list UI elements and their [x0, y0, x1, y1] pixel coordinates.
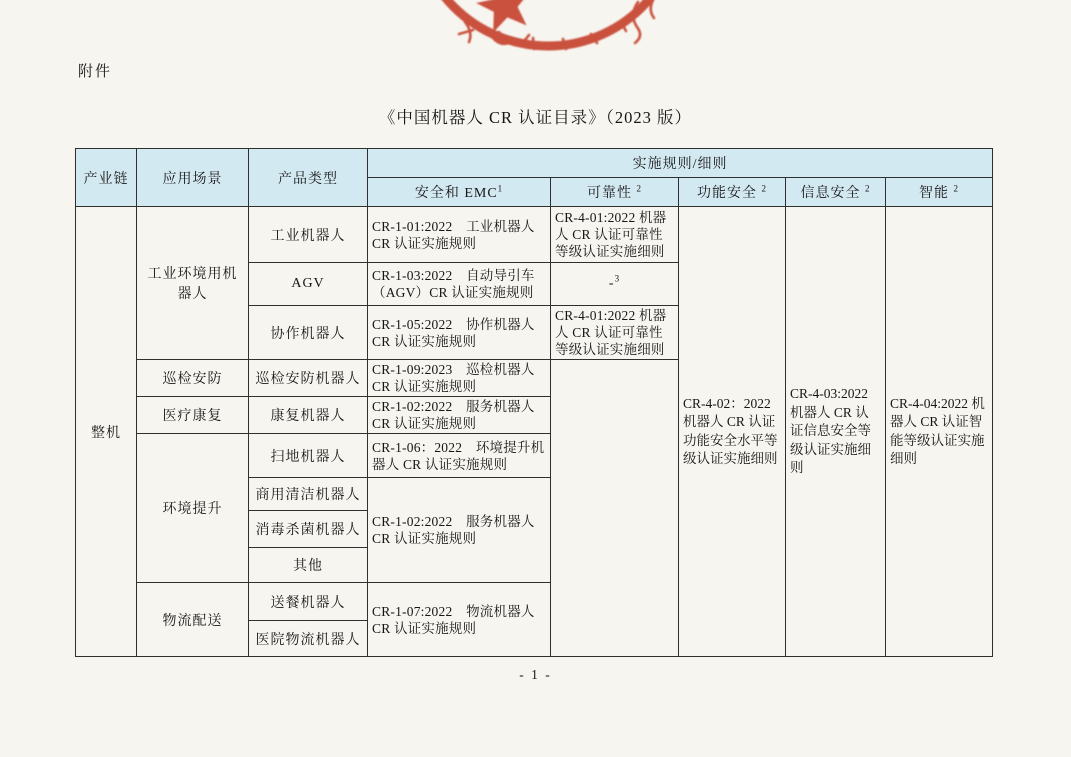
superscript: 2: [636, 183, 642, 194]
col-header-reliability: [551, 178, 679, 207]
cell-type-disinfection-robot: 消毒杀菌机器人: [249, 511, 368, 548]
cell-scene-environment: 环境提升: [137, 434, 249, 583]
cell-rule-reliability-industrial: CR-4-01:2022 机器人 CR 认证可靠性等级认证实施细则: [551, 207, 679, 263]
superscript: 3: [614, 273, 621, 284]
header-label: 可靠性: [587, 186, 632, 201]
header-label: 安全和 EMC: [414, 186, 498, 201]
table-row: [76, 207, 993, 263]
cell-scene-medical: 医疗康复: [137, 397, 249, 434]
cell-type-cobot: 协作机器人: [249, 306, 368, 360]
col-header-intelligence: [886, 178, 993, 207]
cell-type-rehab-robot: 康复机器人: [249, 397, 368, 434]
cell-rule-emc-patrol: CR-1-09:2023 巡检机器人 CR 认证实施规则: [368, 360, 551, 397]
cell-type-hospital-logistics-robot: 医院物流机器人: [249, 621, 368, 657]
cell-type-commercial-cleaning-robot: 商用清洁机器人: [249, 478, 368, 511]
cell-type-other: 其他: [249, 548, 368, 583]
superscript: 2: [761, 183, 767, 194]
cell-scene-patrol: 巡检安防: [137, 360, 249, 397]
cell-rule-intelligence: CR-4-04:2022 机器人 CR 认证智能等级认证实施细则: [886, 207, 993, 657]
document-title: 《中国机器人 CR 认证目录》（2023 版）: [378, 108, 693, 127]
cell-rule-emc-service: CR-1-02:2022 服务机器人 CR 认证实施规则: [368, 478, 551, 583]
cell-reliability-empty: [551, 360, 679, 657]
cell-rule-emc-rehab: CR-1-02:2022 服务机器人 CR 认证实施规则: [368, 397, 551, 434]
cell-scene-industrial: 工业环境用机器人: [137, 207, 249, 360]
header-label: 功能安全: [697, 186, 757, 201]
superscript: 2: [953, 183, 960, 194]
dash: -: [608, 276, 615, 291]
cell-reliability-agv-none: [551, 263, 679, 306]
superscript: 2: [865, 183, 871, 194]
col-header-product-type: 产品类型: [249, 149, 368, 207]
header-label: 信息安全: [800, 186, 861, 201]
certification-catalog-table: [75, 148, 993, 657]
superscript: 1: [497, 183, 504, 194]
cell-scene-logistics: 物流配送: [137, 583, 249, 657]
col-header-safety-emc: [368, 178, 551, 207]
cell-rule-emc-sweeper: CR-1-06：2022 环境提升机器人 CR 认证实施规则: [368, 434, 551, 478]
cell-rule-functional-safety: CR-4-02：2022 机器人 CR 认证功能安全水平等级认证实施细则: [679, 207, 786, 657]
header-label: 智能: [919, 186, 950, 201]
cell-type-agv: AGV: [249, 263, 368, 306]
cell-rule-emc-cobot: CR-1-05:2022 协作机器人 CR 认证实施规则: [368, 306, 551, 360]
col-header-information-security: [786, 178, 886, 207]
cell-rule-information-security: CR-4-03:2022 机器人 CR 认证信息安全等级认证实施细则: [786, 207, 886, 657]
cell-rule-emc-agv: CR-1-03:2022 自动导引车（AGV）CR 认证实施规则: [368, 263, 551, 306]
col-header-rules-group: 实施规则/细则: [368, 149, 993, 178]
cell-type-patrol-robot: 巡检安防机器人: [249, 360, 368, 397]
page-number: - 1 -: [519, 667, 552, 682]
cell-type-sweeper-robot: 扫地机器人: [249, 434, 368, 478]
col-header-functional-safety: [679, 178, 786, 207]
col-header-industry-chain: 产业链: [76, 149, 137, 207]
attachment-label: 附件: [78, 64, 113, 80]
cell-rule-reliability-cobot: CR-4-01:2022 机器人 CR 认证可靠性等级认证实施细则: [551, 306, 679, 360]
seal-ring: [425, 0, 681, 46]
cell-type-industrial-robot: 工业机器人: [249, 207, 368, 263]
cell-rule-emc-industrial: CR-1-01:2022 工业机器人 CR 认证实施规则: [368, 207, 551, 263]
cell-type-meal-delivery-robot: 送餐机器人: [249, 583, 368, 621]
cell-chain-whole-machine: 整机: [76, 207, 137, 657]
official-seal-stamp: [425, 0, 705, 58]
cell-rule-emc-logistics: CR-1-07:2022 物流机器人 CR 认证实施规则: [368, 583, 551, 657]
col-header-application-scene: 应用场景: [137, 149, 249, 207]
